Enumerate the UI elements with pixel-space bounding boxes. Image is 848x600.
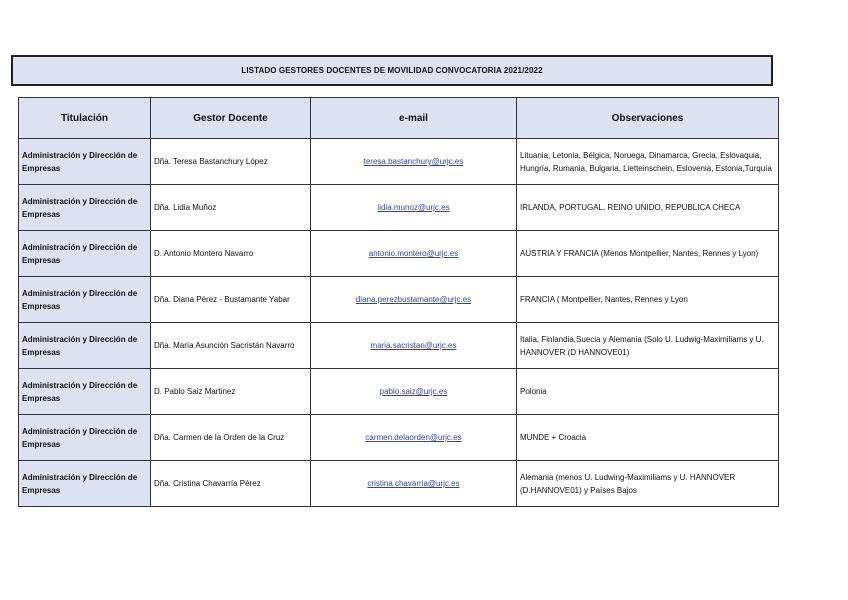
cell-gestor: Dña. Cristina Chavarría Pérez — [151, 461, 311, 507]
cell-gestor: Dña. María Asunción Sacristán Navarro — [151, 323, 311, 369]
cell-titulacion: Administración y Dirección de Empresas — [19, 323, 151, 369]
email-link[interactable]: carmen.delaorden@urjc.es — [365, 433, 462, 442]
email-link[interactable]: teresa.bastanchury@urjc.es — [363, 157, 464, 166]
table-row — [19, 323, 779, 369]
email-link[interactable]: antonio.montero@urjc.es — [368, 249, 459, 258]
cell-titulacion: Administración y Dirección de Empresas — [19, 185, 151, 231]
cell-observaciones: IRLANDA, PORTUGAL, REINO UNIDO, REPUBLICA CHECA — [517, 185, 779, 231]
header-titulacion: Titulación — [19, 98, 151, 139]
cell-observaciones: Italia, Finlandia,Suecia y Alemania (Solo U. Ludwig-Maximiliams y U. HANNOVER (D HANNOVE01) — [517, 323, 779, 369]
email-link[interactable]: diana.perezbustamante@urjc.es — [355, 295, 472, 304]
cell-email — [311, 415, 517, 461]
cell-titulacion: Administración y Dirección de Empresas — [19, 461, 151, 507]
email-link[interactable]: pablo.saiz@urjc.es — [379, 387, 448, 396]
cell-gestor: Dña. Diana Pérez - Bustamante Yabar — [151, 277, 311, 323]
cell-observaciones: Lituania, Letonia, Bélgica, Noruega, Dinamarca, Grecia, Eslovaquia, Hungría, Rumania, Bulgaria, Lietteinschein, Eslovenia, Estonia,Turquía — [517, 139, 779, 185]
cell-observaciones: MUNDE + Croacia — [517, 415, 779, 461]
cell-titulacion: Administración y Dirección de Empresas — [19, 277, 151, 323]
cell-email — [311, 277, 517, 323]
cell-titulacion: Administración y Dirección de Empresas — [19, 369, 151, 415]
cell-gestor: D. Pablo Saiz Martinez — [151, 369, 311, 415]
cell-email — [311, 323, 517, 369]
cell-gestor: Dña. Teresa Bastanchury López — [151, 139, 311, 185]
cell-observaciones: Polonia — [517, 369, 779, 415]
header-observaciones: Observaciones — [517, 98, 779, 139]
cell-titulacion: Administración y Dirección de Empresas — [19, 231, 151, 277]
cell-titulacion: Administración y Dirección de Empresas — [19, 415, 151, 461]
email-link[interactable]: cristina.chavarria@urjc.es — [367, 479, 460, 488]
table-row — [19, 231, 779, 277]
email-link[interactable]: lidia.munoz@urjc.es — [377, 203, 450, 212]
table-row — [19, 139, 779, 185]
cell-email — [311, 139, 517, 185]
cell-email — [311, 461, 517, 507]
cell-observaciones: FRANCIA ( Montpellier, Nantes, Rennes y Lyon — [517, 277, 779, 323]
cell-gestor: Dña. Carmen de la Orden de la Cruz — [151, 415, 311, 461]
managers-table — [18, 97, 779, 507]
cell-titulacion: Administración y Dirección de Empresas — [19, 139, 151, 185]
cell-observaciones: AUSTRIA Y FRANCIA (Menos Montpellier, Nantes, Rennes y Lyon) — [517, 231, 779, 277]
email-link[interactable]: maria.sacristan@urjc.es — [370, 341, 457, 350]
header-gestor: Gestor Docente — [151, 98, 311, 139]
cell-email — [311, 185, 517, 231]
cell-gestor: Dña. Lidia Muñoz — [151, 185, 311, 231]
table-row — [19, 415, 779, 461]
cell-email — [311, 231, 517, 277]
table-row — [19, 369, 779, 415]
cell-observaciones: Alemania (menos U. Ludwing-Maximiliams y U. HANNOVER (D.HANNOVE01) y Países Bajos — [517, 461, 779, 507]
cell-gestor: D. Antonio Montero Navarro — [151, 231, 311, 277]
table-row — [19, 461, 779, 507]
document-title: LISTADO GESTORES DOCENTES DE MOVILIDAD CONVOCATORIA 2021/2022 — [11, 55, 773, 86]
table-row — [19, 185, 779, 231]
table-row — [19, 277, 779, 323]
header-email: e-mail — [311, 98, 517, 139]
cell-email — [311, 369, 517, 415]
table-header-row — [19, 98, 779, 139]
